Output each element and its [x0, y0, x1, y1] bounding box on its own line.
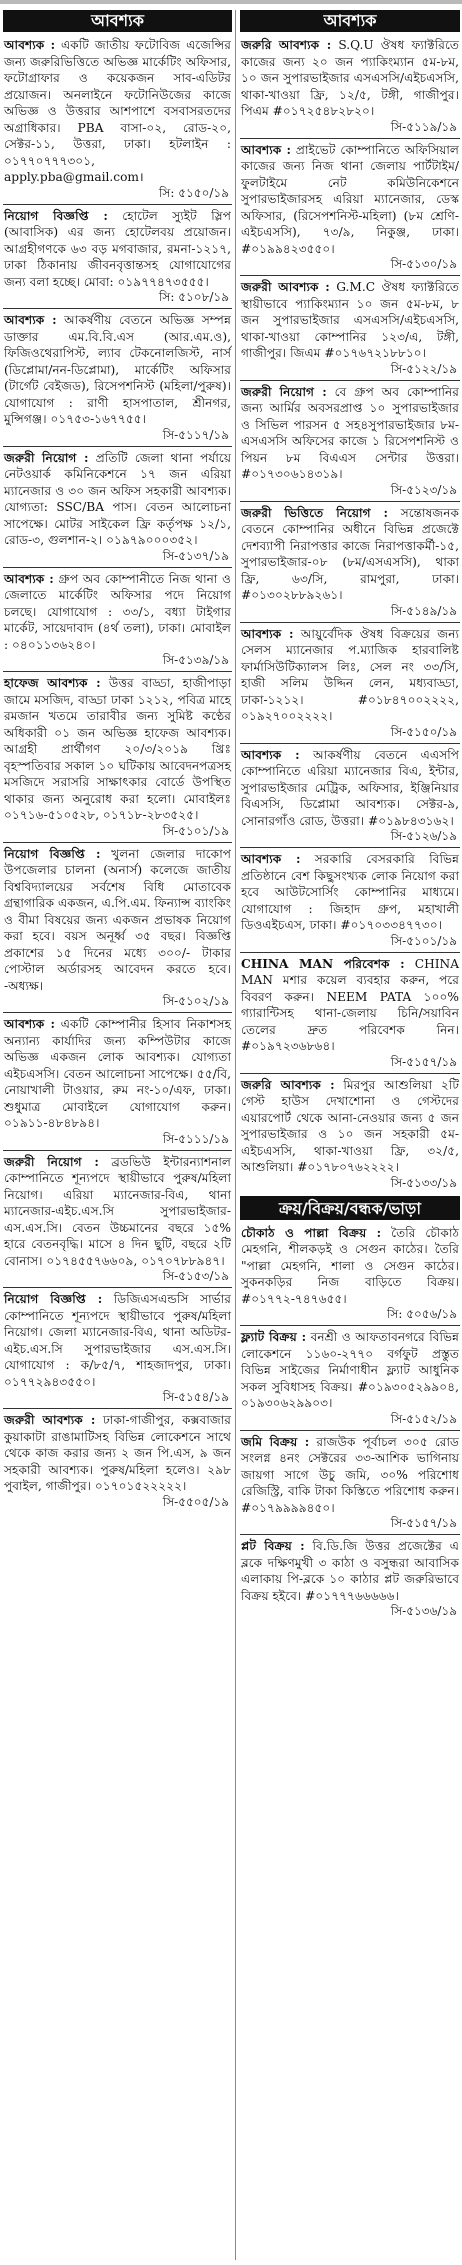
ad-keyword: আবশ্যক :: [4, 571, 54, 586]
ad-reference-id: সি-৫১৪৯/১৯: [390, 603, 457, 618]
ad-reference-id: সি-৫১৫৭/১৯: [390, 1054, 457, 1069]
section-header-left: আবশ্যক: [3, 10, 232, 32]
ad-text: আকর্ষণীয় বেতনে অভিজ্ঞ সম্পন্ন ডাক্তার এম.বি.বি.এস (আর.এম.ও), ফিজিওথেরাপিস্ট, ল্যাব টেকনোলজিস্ট, নার্স (ডিপ্লোমা/নন-ডিপ্লোমা), মার্কেটিং অফিসার (টার্গেট বেইজড), রিসেপশনিস্ট (মহিলা/পুরুষ)। যোগাযোগ : রাণী হাসপাতাল, শ্রীনগর, মুন্সিগঞ্জ। ০১৭৫৩-১৬৭৭৫৫।: [4, 313, 231, 426]
ad-body: [240, 1074, 460, 1176]
ad-body: [240, 1535, 460, 1604]
ad-reference-id: সি-৫১৩৭/১৯: [162, 548, 229, 563]
classified-ad: [3, 1151, 232, 1289]
ad-keyword: আবশ্যক :: [4, 1017, 55, 1031]
ad-body: [3, 672, 232, 824]
ad-reference-id: সি-৫১০১/১৯: [162, 823, 229, 838]
classified-ad: [240, 1535, 460, 1622]
ad-reference-id: সি-৫১৫৩/১৯: [162, 1269, 229, 1283]
ad-reference-id: সি-৫৫০৫/১৯: [162, 1494, 229, 1509]
ad-keyword: হাফেজ আবশ্যক :: [4, 676, 101, 690]
classified-ad: [240, 502, 460, 623]
ad-keyword: জরুরী আবশ্যক :: [4, 1413, 96, 1427]
ad-reference-id: সি-৫১২৩/১৯: [390, 482, 457, 497]
classified-ad: [3, 1013, 232, 1151]
ad-keyword: জরুরী নিয়োগ :: [4, 1154, 99, 1169]
ad-text: একটি জাতীয় ফটোবিজ এজেন্সির জন্য জরুরিভিত্তিতে অভিজ্ঞ মার্কেটিং অফিসার, ফটোগ্রাফার ও কয়েকজন সাব-এডিটর প্রয়োজন। অনলাইনে ফটোনিউজের কাজে অভিজ্ঞ ও উত্তরার আশপাশে বসবাসরতদের অগ্রাধিকার। PBA বাসা-০২, রোড-২০, সেক্টর-১১, উত্তরা, ঢাকা। হটলাইন : ০১৭৭০৭৭৭৩০১, apply.pba@gmail.com।: [4, 38, 231, 184]
ad-text: ডিজিএসএন্ডসি সার্ভার কোম্পানিতে শূন্যপদে স্থায়ীভাবে পুরুষ/মহিলা নিয়োগ। জেলা ম্যানেজার-বিএ, থানা অডিটর-এইচ.এস.সি সুপারভাইজার এস.এস.সি। যোগাযোগ : ক/৮৫/৭, শাহজাদপুর, ঢাকা। ০১৭৭২৯৪৩৫৫০।: [4, 1292, 231, 1389]
classified-ad: [240, 276, 460, 381]
right-column: [240, 10, 460, 2261]
ad-text: CHINA MAN মশার কয়েল ব্যবহার করুন, পরে বিবরণ করুন। NEEM PATA ১০০% গ্যারান্টিসহ থানা-জেলায় চিনি/সয়াবিন তেলের দ্রুত পরিবেশক নিন। #০১৯৭২৩৬৮৬৪।: [241, 956, 459, 1053]
ad-text: গ্রুপ অব কোম্পানীতে নিজ থানা ও জেলাতে মার্কেটিং অফিসার পদে নিয়োগ চলছে। যোগাযোগ : ৩৩/১, বধ্যা টাইগার মার্কেট, সায়েদাবাদ (৪র্থ তলা), ঢাকা। মোবাইল : ০৪০১১৩৬২৪০।: [4, 571, 232, 652]
ad-reference-id: সি-৫১৫২/১৯: [390, 1411, 457, 1426]
classified-ad: [240, 1431, 460, 1536]
ad-text: বি.ডি.জি উত্তর প্রজেক্টের এ ব্লকে দক্ষিণমুখী ৩ কাঠা ও বসুন্ধরা আবাসিক এলাকায় পি-ব্লকে ১০ কাঠার প্লট জরুরিভাবে বিক্রয় হইবে। #০১৭৭৭৬৬৬৬৬।: [241, 1539, 459, 1603]
left-column: [3, 10, 232, 2261]
section-header-right: আবশ্যক: [240, 10, 460, 32]
ad-body: [3, 1288, 232, 1390]
classified-ad: [240, 1222, 460, 1327]
ad-keyword: আবশ্যক :: [4, 313, 57, 327]
ad-keyword: আবশ্যক :: [241, 747, 300, 762]
ad-keyword: জরুরি আবশ্যক :: [241, 38, 332, 52]
ad-text: আকর্ষণীয় বেতনে এএসপি কোম্পানিতে এরিয়া ম্যানেজার বিএ, ইন্টার, সুপারভাইজার মেট্রিক, অফিসার, ইঞ্জিনিয়ার বিএসসি, ডিপ্লোমা আবশ্যক। সেক্টর-৯, সোনারগাঁও রোড, উত্তরা। #০১৯৮৪৩১৬২।: [241, 747, 460, 828]
ad-text: প্রতিটি জেলা থানা পর্যায়ে নেটওয়ার্ক কমিনিকেশনে ১৭ জন এরিয়া ম্যানেজার ও ৩০ জন অফিস সহকারী আবশ্যক। যোগ্যতা: SSC/BA পাস। বেতন আলোচনা সাপেক্ষে। মোটর সাইকেল ফ্রি কর্তৃপক্ষ ১২/১, রোড-৩, গুলশান-২। ০১৯৭৯০০০৩৫২।: [4, 450, 231, 547]
ad-body: [240, 139, 460, 258]
ad-body: [240, 1326, 460, 1412]
ad-body: [240, 502, 460, 604]
classified-ad: [3, 205, 232, 310]
ad-body: [240, 34, 460, 120]
ad-body: [3, 1013, 232, 1132]
ad-reference-id: সি: ৫১০৮/১৯: [159, 290, 229, 304]
ad-keyword: জরুরী নিয়োগ :: [241, 384, 327, 399]
buy-sell-ads-list: [240, 1222, 460, 1623]
ad-keyword: জরুরী নিয়োগ :: [4, 450, 89, 465]
ad-body: [3, 205, 232, 291]
ad-keyword: আবশ্যক :: [241, 142, 292, 157]
classified-ad: [240, 34, 460, 139]
classified-ad: [240, 1074, 460, 1194]
top-rule: [0, 0, 462, 4]
ad-text: খুলনা জেলার দাকোপ উপজেলার চালনা (অনার্স) কলেজে জাতীয় বিশ্ববিদ্যালয়ের সর্বশেষ বিধি মোতাবেক গ্রন্থাগারিক একজন, এ.পি.এম. ফিন্যান্স ব্যাংকিং ও বীমা বিষয়ের জন্য একজন প্রভাষক নিয়োগ করা হবে। বয়স অনূর্ধ্ব ৩৫ বছর। বিজ্ঞপ্তি প্রকাশের ১৫ দিনের মধ্যে ৩০০/- টাকার পোস্টাল অর্ডারসহ আবেদন করতে হবে। -অধ্যক্ষ।: [4, 846, 231, 993]
ad-reference-id: সি-৫১২২/১৯: [390, 361, 457, 376]
ad-keyword: নিয়োগ বিজ্ঞপ্তি :: [4, 1292, 103, 1306]
ad-keyword: জমি বিক্রয় :: [241, 1434, 310, 1449]
ad-reference-id: সি-৫১৫৪/১৯: [162, 1390, 229, 1404]
ad-reference-id: সি: ৫০৫৬/১৯: [386, 1307, 457, 1321]
classified-ad: [240, 1326, 460, 1431]
ad-reference-id: সি-৫১১৭/১৯: [162, 427, 229, 442]
ad-text: হোটেল স্যুইট স্লিপ (আবাসিক) এর জন্য হোটেলবয় প্রয়োজন। আগ্রহীগণকে ৬৩ বড় মগবাজার, রমনা-১২১৭, ঢাকা ঠিকানায় জীবনবৃত্তান্তসহ যোগাযোগের জন্য বলা হচ্ছে। মোবা: ০১৯৭৭৪৭৩৫৫৫।: [4, 208, 231, 289]
classified-ad: [240, 381, 460, 502]
classified-ad: [240, 953, 460, 1074]
ad-body: [240, 623, 460, 725]
ad-keyword: আবশ্যক :: [241, 852, 301, 866]
ad-reference-id: সি-৫১০১/১৯: [390, 933, 457, 948]
ad-text: ব্রডভিউ ইন্টারন্যাশনাল কোম্পানিতে শূন্যপদে স্থায়ীভাবে পুরুষ/মহিলা নিয়োগ। এরিয়া ম্যানেজার-বিএ, থানা ম্যানেজার-এইচ.এস.সি সুপারভাইজার-এস.এস.সি। বেতন উচ্চমানের বছরে ১৫% হারে বেতনবৃদ্ধি। মাসে ৪ দিন ছুটি, বছরে ২টি বোনাস। ০১৭৪৫৫৭৬৬০৯, ০১৭০৭৮৮৯৪৭।: [4, 1154, 231, 1268]
ad-reference-id: সি-৫১৩০/১৯: [390, 257, 457, 271]
ad-reference-id: সি-৫১৫৭/১৯: [390, 1516, 457, 1530]
ad-body: [3, 34, 232, 186]
ad-text: G.M.C ঔষধ ফ্যাক্টরিতে স্থায়ীভাবে প্যাকিংম্যান ১০ জন ৫ম-৮ম, ৮ জন সুপারভাইজার এসএসসি/এইচএসসি, থাকা-খাওয়া কোম্পানির ১২৩/এ, টঙ্গী, গাজীপুর। জিএম #০১৭৬৭২১৮৮১০।: [241, 280, 460, 360]
section-header-buy-sell: ক্রয়/বিক্রয়/বন্ধক/ভাড়া: [240, 1196, 460, 1220]
right-ads-list: [240, 34, 460, 1194]
ad-text: আয়ুর্বেদিক ঔষধ বিক্রয়ের জন্য সেলস ম্যানেজার প.ম্যাজিক হারবালিষ্ট ফার্মাসিউটিক্যালস লিঃ, সেল নং ৩৩/সি, হাজী সলিম উদ্দিন লেন, মধ্যবাড্ডা, ঢাকা-১২১২। #০১৮৪৭০০২২২২, ০১৯২৭০০২২২২।: [241, 626, 459, 723]
classified-ad: [3, 34, 232, 205]
ad-body: [240, 1431, 460, 1517]
ad-reference-id: সি-৫১৩৯/১৯: [162, 653, 229, 667]
ad-text: বে গ্রুপ অব কোম্পানির জন্য আর্মির অবসরপ্রাপ্ত ১০ সুপারভাইজার ও সিভিল পারসন ৫ সহ৪সুপারভাইজার ৮ম-এসএসসি অফিসের কাজে ১ রিসেপশনিস্ট ও পিয়ন ৮ম বিএএস সেন্টার উত্তরা। #০১৭৩০৬১৪৩১৯।: [241, 384, 460, 481]
ad-body: [3, 1151, 232, 1270]
ad-reference-id: সি-৫১২৬/১৯: [390, 829, 457, 843]
ad-reference-id: সি-৫১১৯/১৯: [390, 119, 457, 134]
ad-reference-id: সি-৫১০২/১৯: [162, 994, 229, 1008]
ad-body: [3, 568, 232, 654]
ad-keyword: আবশ্যক :: [241, 626, 294, 641]
ad-text: মিরপুর আশুলিয়া ২টি গেস্ট হাউস দেখাশোনা ও গেস্টদের এয়ারপোর্ট থেকে আনা-নেওয়ার জন্য ৫ জন সুপারভাইজার ও ১০ জন সহকারী ৫ম-এইচএসসি, থাকা-খাওয়া ফ্রি, ৩২/৫, আশুলিয়া। #০১৭৮০৭৬২২২২।: [241, 1077, 459, 1174]
ad-reference-id: সি: ৫১৫০/১৯: [159, 185, 229, 200]
ad-text: উত্তর বাড্ডা, হাজীপাড়া জামে মসজিদ, বাড্ডা ঢাকা ১২১২, পবিত্র মাহে রমজান খতমে তারাবীর জন্য সুমিষ্ট কণ্ঠের অধিকারী ০১ জন অভিজ্ঞ হাফেজ আবশ্যক। আগ্রহী প্রার্থীগণ ২০/৩/২০১৯ খ্রিঃ বৃহস্পতিবার সকাল ১০ ঘটিকায় আবেদনপত্রসহ মসজিদে সরাসরি সাক্ষাৎকার বোর্ডে উপস্থিত থাকার জন্য অনুরোধ করা হলো। মোবাইলঃ ০১৭১৬-৫১০৫২৮, ০১৭১৮-২৮৩৫২৫।: [4, 676, 231, 822]
classified-ad: [3, 309, 232, 447]
classified-ad: [3, 672, 232, 843]
ad-body: [3, 1409, 232, 1495]
ad-body: [240, 381, 460, 483]
ad-body: [3, 843, 232, 995]
ad-text: S.Q.U ঔষধ ফ্যাক্টরিতে কাজের জন্য ২০ জন প্যাকিংম্যান ৫ম-৮ম, ১০ জন সুপারভাইজার এসএসসি/এইচএসসি, থাকা-খাওয়া ফ্রি, ১২/৫, টঙ্গী, গাজীপুর। পিএম #০১৭২৫৪৮২৮২০।: [241, 38, 459, 118]
classified-ad: [240, 139, 460, 277]
ad-body: [240, 276, 460, 362]
classified-ad: [240, 848, 460, 953]
ad-text: সন্তোষজনক বেতনে কোম্পানির অধীনে বিভিন্ন প্রজেক্টে দেশব্যাপী নিরাপত্তার কাজে নিরাপত্তাকর্মী-১৫, সুপারভাইজার-০৮ (৮ম/এসএসসি), থাকা ফ্রি, ৬৩/সি, রামপুরা, ঢাকা। #০১৩০২৮৮৯২৬১।: [241, 505, 459, 602]
ad-keyword: নিয়োগ বিজ্ঞপ্তি :: [4, 846, 101, 861]
ad-body: [240, 848, 460, 934]
classified-ad: [3, 1288, 232, 1409]
ad-text: রাজউক পূর্বাচল ৩০৫ রোড সংলগ্ন ৪নং সেক্টরের ৩৩-আশিক ভাগিনায় জায়গা সাগে উচু জমি, ৩০% পরিশোধ রেজিস্ট্রি, বাকি টাকা কিস্তিতে পরিশোধ করুন। #০১৭৯৯৯৯৪৫০।: [241, 1434, 459, 1515]
ad-text: বনশ্রী ও আফতাবনগরে বিভিন্ন লোকেশনে ১১৬০-২৭৭০ বর্গফুট প্রস্তুত বিভিন্ন সাইজের নির্মাণাধীন ফ্ল্যাট আধুনিক সকল সুবিধাসহ বিক্রয়। #০১৯৩০৫২৯৯০৪, ০১৯৩০৬২৯৯০৩।: [241, 1330, 460, 1410]
ad-keyword: নিয়োগ বিজ্ঞপ্তি :: [4, 208, 108, 223]
ad-text: প্রাইভেট কোম্পানিতে অফিসিয়াল কাজের জন্য নিজ থানা জেলায় পার্টটাইম/ফুলটাইমে নেট কমিউনিকেশনে সুপারভাইজারসহ এরিয়া ম্যানেজার, ডেস্ক অফিসার, (রিসেপশনিস্ট-মহিলা) (৮ম শ্রেণি-এইচএসসি), ৭৩/৯, নিকুঞ্জ, ঢাকা। #০১৯৯৪২৩৫৫০।: [241, 142, 460, 256]
ad-reference-id: সি-৫১৩৬/১৯: [390, 1604, 457, 1618]
column-divider: [235, 10, 236, 2260]
ad-keyword: জরুরি আবশ্যক :: [241, 1077, 335, 1092]
ad-text: একটি কোম্পানীর হিসাব নিকাশসহ অন্যান্য কার্যাদির জন্য কম্পিউটার কাজে অভিজ্ঞ একজন লোক আবশ্যক। যোগ্যতা এইচএসসি। বেতন আলোচনা সাপেক্ষে। ৫৫/বি, নোয়াখালী টাওয়ার, রুম নং-১০/এফ, ঢাকা। শুধুমাত্র মোবাইলে যোগাযোগ করুন। ০১৯১১-৪৮৪৮৯৪।: [4, 1017, 231, 1130]
ad-keyword: জরুরী ভিত্তিতে নিয়োগ :: [241, 505, 389, 520]
ad-reference-id: সি-৫১৫০/১৯: [390, 724, 457, 739]
ad-body: [240, 953, 460, 1055]
classified-ad: [3, 447, 232, 568]
classified-ad: [3, 568, 232, 673]
classified-ad: [3, 843, 232, 1014]
ad-reference-id: সি-৫১১১/১৯: [162, 1131, 229, 1146]
ad-keyword: চৌকাঠ ও পাল্লা বিক্রয় :: [241, 1225, 382, 1240]
ad-keyword: প্লট বিক্রয় :: [241, 1539, 305, 1553]
ad-keyword: ফ্ল্যাট বিক্রয় :: [241, 1330, 307, 1344]
ad-body: [240, 1222, 460, 1308]
ad-text: তৈরি চৌকাঠ মেহগনি, শীলকড়ই ও সেগুন কাঠের। তৈরি "পাল্লা মেহগনি, শালা ও সেগুন কাঠের। সুকনকড়ির নিজ বাড়িতে বিক্রয়। #০১৭৭২-৭৪৭৬৫৫।: [241, 1225, 459, 1306]
ad-text: সরকারি বেসরকারি বিভিন্ন প্রতিষ্ঠানে বেশ কিছুসংখ্যক লোক নিয়োগ করা হবে আউটসোর্সিং কোম্পানির মাধ্যমে। যোগাযোগ : জিহাদ গ্রুপ, মহাখালী ডিওএইচএস, ঢাকা। #০১৭০৩৩৪৭৭৩০।: [241, 852, 459, 932]
ad-keyword: জরুরী আবশ্যক :: [241, 280, 330, 294]
ad-keyword: আবশ্যক :: [4, 38, 56, 52]
classified-ad: [240, 623, 460, 744]
ad-keyword: CHINA MAN পরিবেশক :: [241, 956, 405, 971]
ad-reference-id: সি-৫১৩৩/১৯: [390, 1175, 457, 1190]
ad-body: [3, 447, 232, 549]
classified-ad: [240, 744, 460, 849]
left-ads-list: [3, 34, 232, 1513]
ad-text: ঢাকা-গাজীপুর, কক্সবাজার কুয়াকাটা রাঙামাটিসহ বিভিন্ন লোকেশনে সাথে থেকে কাজ করার জন্য ২ জন পি.এস, ৯ জন সহকারী আবশ্যক। পুরুষ/মহিলা হলেও। ২৯৮ পুবাইল, গাজীপুর। ০১৭০১৫২২২২২।: [4, 1413, 232, 1493]
classified-ad: [3, 1409, 232, 1513]
ad-body: [3, 309, 232, 428]
ad-body: [240, 744, 460, 830]
